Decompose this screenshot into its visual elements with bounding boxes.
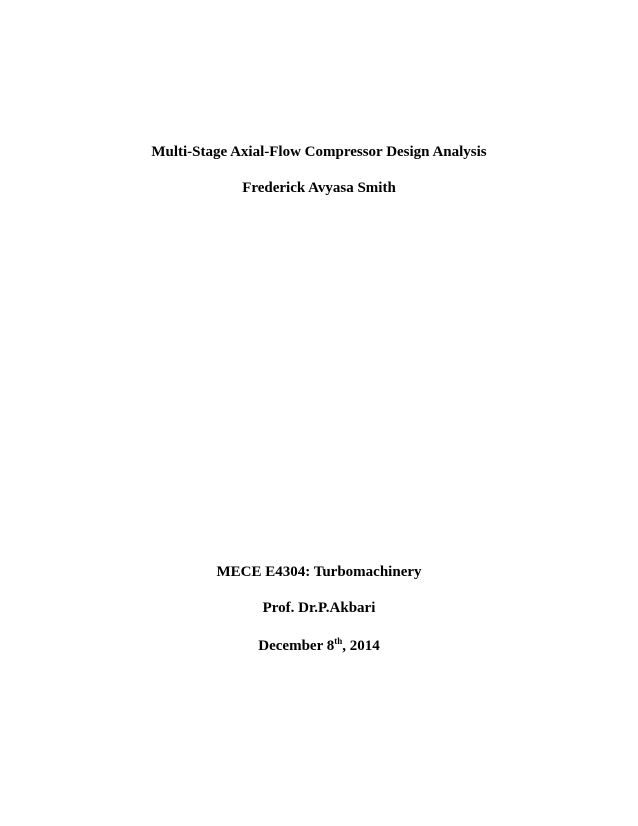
date-year: , 2014 — [342, 638, 380, 654]
submission-date — [0, 636, 638, 656]
document-title: Multi-Stage Axial-Flow Compressor Design Analysis — [151, 144, 487, 160]
author-name: Frederick Avyasa Smith — [242, 180, 396, 196]
date-month-day: December 8 — [258, 638, 335, 654]
professor-name: Prof. Dr.P.Akbari — [262, 600, 376, 616]
date-day-suffix: th — [334, 636, 343, 646]
course-name: MECE E4304: Turbomachinery — [216, 564, 422, 580]
